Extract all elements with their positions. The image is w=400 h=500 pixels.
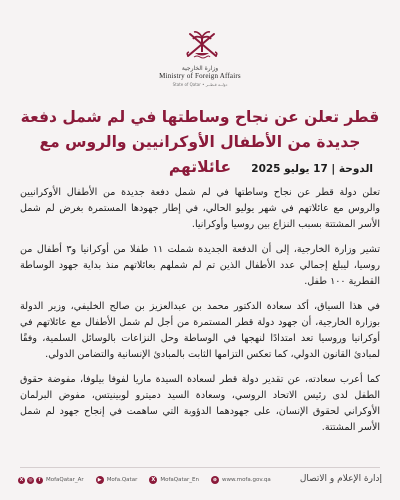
press-release-body [20, 185, 380, 445]
youtube-icon: ▶ [96, 476, 104, 484]
footer [18, 474, 382, 490]
body-paragraph-4: كما أعرب سعادته، عن تقدير دولة قطر لسعادة السيدة ماريا لفوفا بيلوفا، مفوضة حقوق الطفل لدى رئيس الاتحاد الروسي، وسعادة السيد دميترو لوبينيتس، مفوض البرلمان الأوكراني لحقوق الإنسان، على جهودهما الدؤوبة التي ساهمت في إنجاح جهود لم شمل الأسر المشتتة. [20, 374, 380, 433]
qatar-emblem-icon [184, 26, 220, 62]
social-icons [18, 477, 43, 484]
body-paragraph-3: في هذا السياق، أكد سعادة الدكتور محمد بن عبدالعزيز بن صالح الخليفي، وزير الدولة بوزارة الخارجية، أن جهود دولة قطر المستمرة من أجل لم شمل الأطفال مع عائلاتهم في أوكرانيا وروسيا تعد امتدادًا لنهجها في الوساطة وحل النزاعات بالوسائل السلمية، وفقًا لمبادئ القانون الدولي، كما تعكس التزامها الثابت بالمبادئ الإنسانية والتضامن الدولي. [20, 301, 380, 360]
instagram-icon: ◎ [28, 477, 33, 483]
website-label: www.mofa.gov.qa [221, 477, 271, 483]
handle-ar-label: MofaQatar_Ar [46, 477, 84, 483]
globe-icon: ⊕ [212, 477, 218, 483]
ministry-name-arabic: وزارة الخارجية [181, 65, 219, 72]
handle-en2-label: MofaQatar_En [160, 477, 199, 483]
dateline: الدوحة | 17 يوليو 2025 [251, 163, 373, 175]
title-line-2: جديدة من الأطفال الأوكرانيين والروس مع عائلاتهم [39, 133, 361, 176]
x-icon: X [19, 477, 24, 483]
handle-en-label: Mofa.Qatar [106, 477, 138, 483]
footer-link-handle-en[interactable] [96, 476, 138, 484]
footer-links [18, 476, 271, 484]
ministry-name-english: Ministry of Foreign Affairs [159, 72, 241, 80]
facebook-icon: f [36, 477, 43, 484]
footer-link-handle-en2[interactable] [149, 476, 199, 484]
title-line-1: قطر تعلن عن نجاح وساطتها في لم شمل دفعة [20, 108, 380, 126]
footer-department: إدارة الإعلام و الاتصال [299, 474, 382, 484]
body-paragraph-1: تعلن دولة قطر عن نجاح وساطتها في لم شمل دفعة جديدة من الأطفال الأوكرانيين والروس مع عائلاتهم في شهر يوليو الحالي، في إطار جهودها المستمرة بغرض لم شمل الأسر المشتتة بسبب النزاع بين روسيا وأوكرانيا. [20, 187, 380, 230]
footer-link-website[interactable] [211, 476, 271, 484]
body-paragraph-2: تشير وزارة الخارجية، إلى أن الدفعة الجديدة شملت ١١ طفلا من أوكرانيا و٣ أطفال من روسيا، ليبلغ إجمالي عدد الأطفال الذين تم لم شملهم بعائلاتهم منذ بداية جهود الوساطة القطرية ١٠٠ طفل. [20, 244, 380, 287]
footer-link-handle-ar[interactable] [18, 477, 84, 484]
x-icon: X [149, 476, 157, 484]
footer-divider [20, 467, 380, 468]
state-of-qatar-label: State of Qatar • دولــة قـطــر [172, 82, 228, 87]
